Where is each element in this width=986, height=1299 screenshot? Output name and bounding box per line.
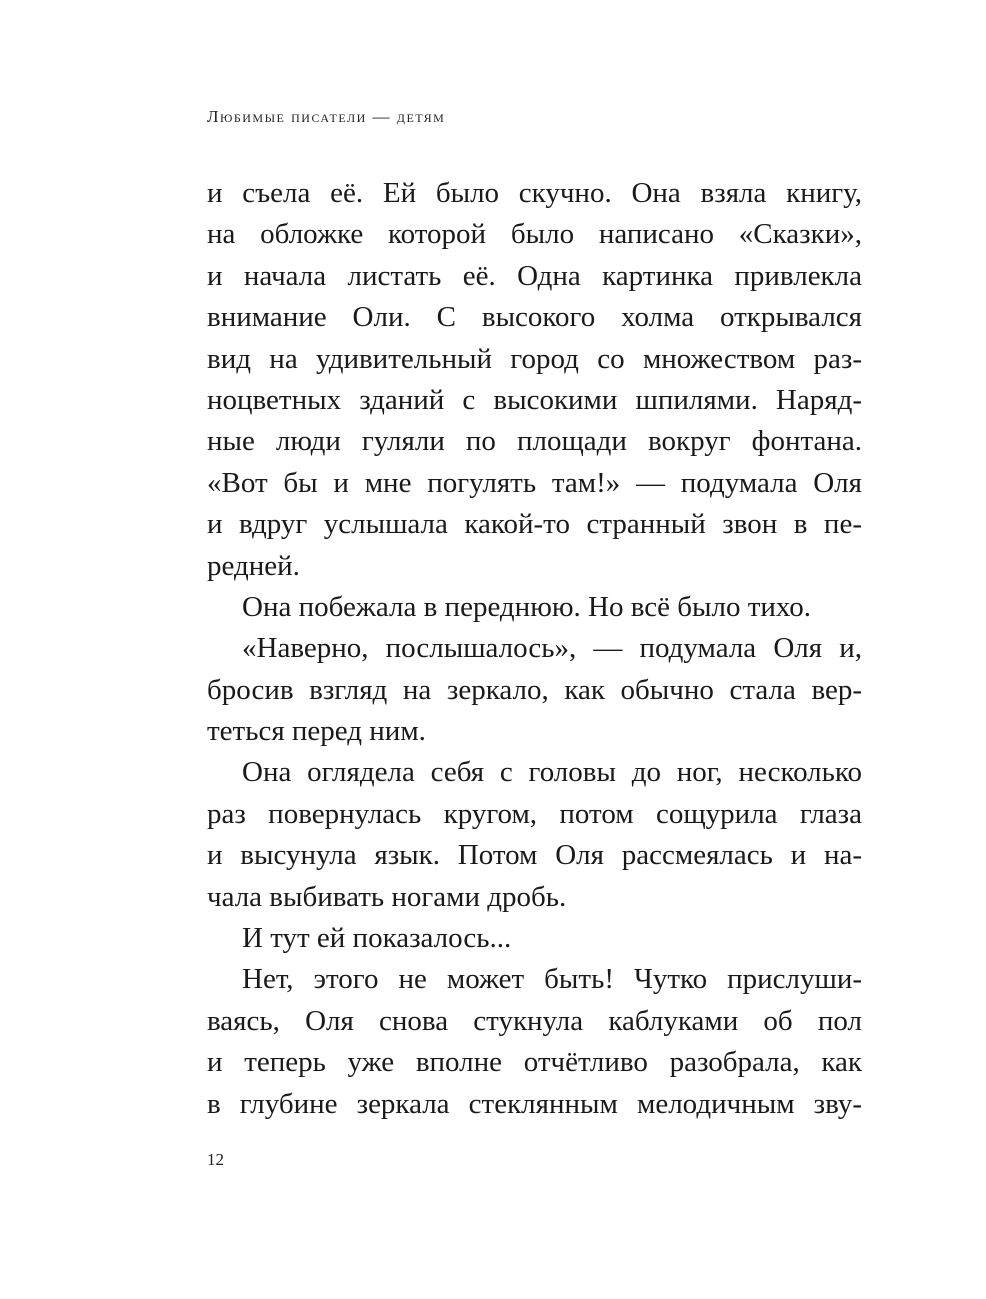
paragraph-line: «Наверно, послышалось», — подумала Оля и, xyxy=(242,632,862,665)
text-line: внимание Оли. С высокого холма открывался xyxy=(207,301,862,334)
text-line: чала выбивать ногами дробь. xyxy=(207,880,567,913)
page-number: 12 xyxy=(207,1150,224,1169)
text-line: теться перед ним. xyxy=(207,715,426,748)
text-line: на обложке которой было написано «Сказки», xyxy=(207,218,862,251)
text-line: и начала листать её. Одна картинка привлекла xyxy=(207,259,862,292)
text-line: ваясь, Оля снова стукнула каблуками об пол xyxy=(207,1004,862,1037)
text-line: «Вот бы и мне погулять там!» — подумала Оля xyxy=(207,466,862,499)
paragraph-line: Она побежала в переднюю. Но всё было тихо. xyxy=(242,590,812,623)
text-line: в глубине зеркала стеклянным мелодичным зву- xyxy=(207,1087,862,1120)
running-head: Любимые писатели — детям xyxy=(207,107,446,126)
text-line: и вдруг услышала какой-то странный звон в пе- xyxy=(207,508,862,541)
text-line: и съела её. Ей было скучно. Она взяла книгу, xyxy=(207,177,862,209)
text-line: бросив взгляд на зеркало, как обычно стала вер- xyxy=(207,673,862,706)
text-line: и высунула язык. Потом Оля рассмеялась и на- xyxy=(207,839,862,872)
text-line: раз повернулась кругом, потом сощурила глаза xyxy=(207,797,862,830)
text-line: редней. xyxy=(207,549,300,582)
paragraph-line: Она оглядела себя с головы до ног, несколько xyxy=(242,756,862,789)
paragraph-line: И тут ей показалось... xyxy=(242,922,512,955)
text-line: ные люди гуляли по площади вокруг фонтана. xyxy=(207,425,862,458)
paragraph-line: Нет, этого не может быть! Чутко прислуши- xyxy=(242,963,862,996)
text-line: вид на удивительный город со множеством раз- xyxy=(207,342,862,375)
body-text xyxy=(207,173,862,1125)
text-line: ноцветных зданий с высокими шпилями. Наряд- xyxy=(207,383,862,416)
text-line: и теперь уже вполне отчётливо разобрала, как xyxy=(207,1046,862,1079)
